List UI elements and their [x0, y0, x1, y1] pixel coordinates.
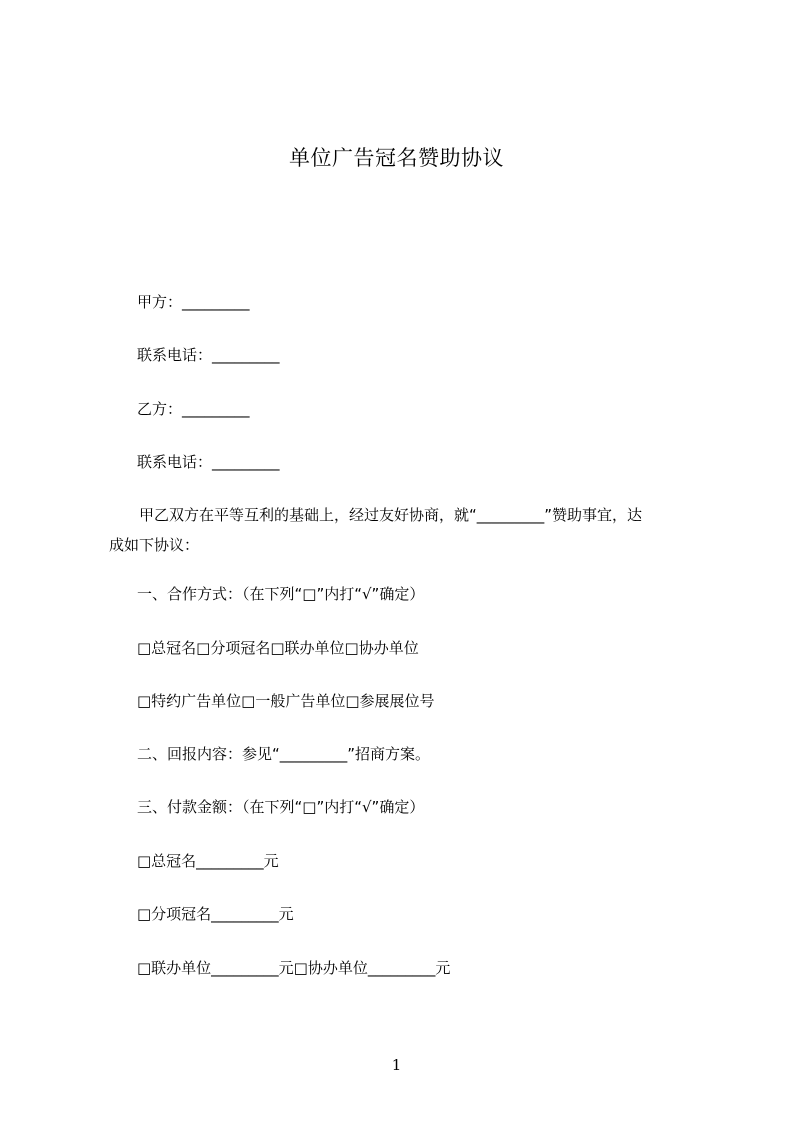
party-b-line: 乙方：_________: [137, 400, 250, 418]
intro-paragraph-line-1: 甲乙双方在平等互利的基础上，经过友好协商，就“_________”赞助事宜，达: [139, 506, 643, 524]
section-1-heading: 一、合作方式：（在下列“□”内打“√”确定）: [137, 585, 425, 603]
document-title: 单位广告冠名赞助协议: [289, 146, 504, 170]
party-b-phone-line: 联系电话：_________: [137, 453, 280, 471]
section-3-heading: 三、付款金额：（在下列“□”内打“√”确定）: [137, 798, 425, 816]
amount-category-sponsor: □分项冠名_________元: [137, 905, 294, 923]
page-number: 1: [391, 1056, 402, 1074]
party-a-phone-line: 联系电话：_________: [137, 346, 280, 364]
amount-co-organizer: □联办单位_________元□协办单位_________元: [137, 959, 451, 977]
amount-title-sponsor: □总冠名_________元: [137, 852, 279, 870]
cooperation-options-row-1: □总冠名□分项冠名□联办单位□协办单位: [137, 639, 419, 657]
cooperation-options-row-2: □特约广告单位□一般广告单位□参展展位号: [137, 692, 435, 710]
intro-paragraph-line-2: 成如下协议：: [109, 536, 200, 554]
section-2-heading: 二、回报内容：参见“_________”招商方案。: [137, 745, 431, 763]
intro-paragraph: [109, 505, 709, 555]
party-a-line: 甲方：_________: [137, 293, 250, 311]
